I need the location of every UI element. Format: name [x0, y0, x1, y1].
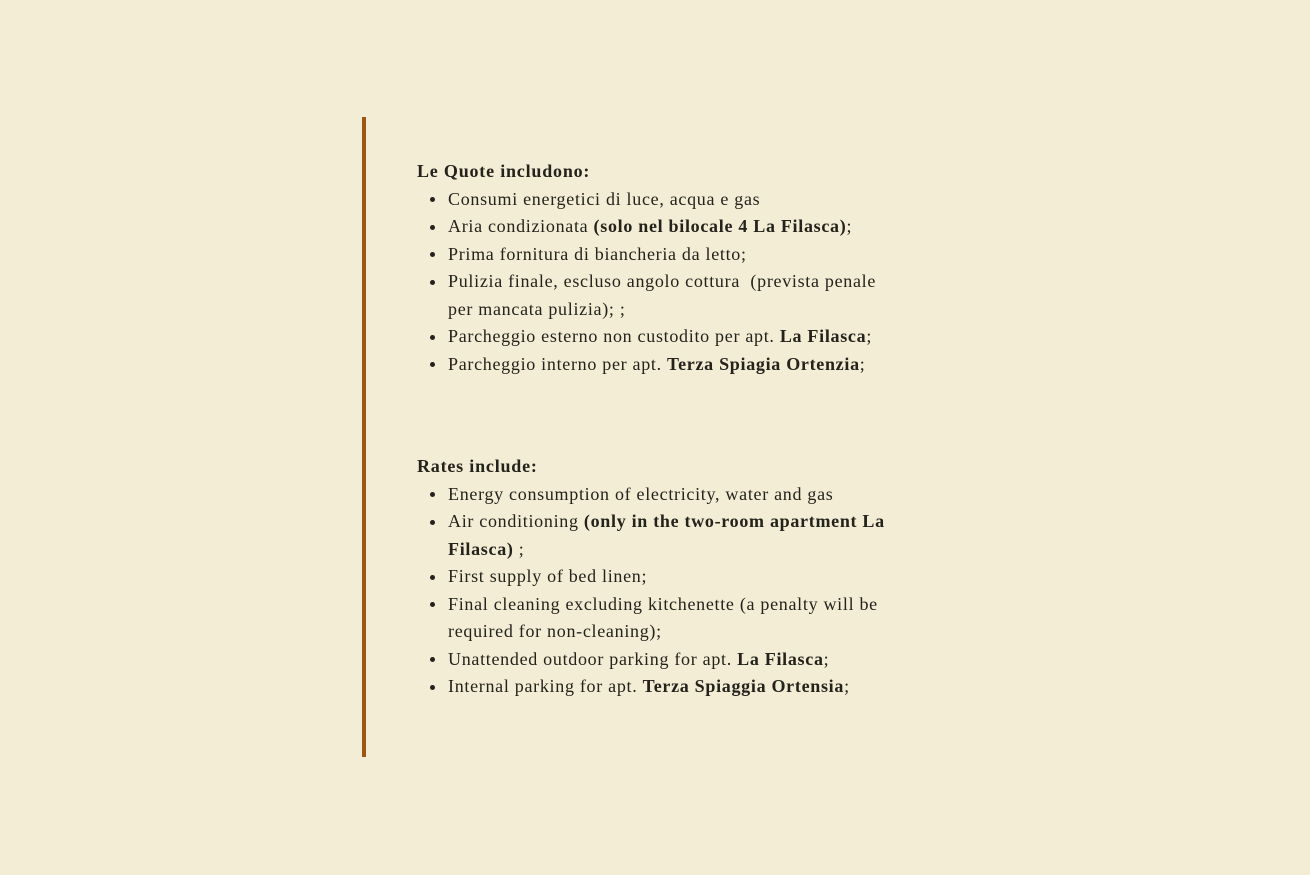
list-item: [417, 673, 977, 701]
section-heading-italian: Le Quote includono:: [417, 161, 591, 181]
list-item: [417, 241, 977, 269]
list-item-line: Prima fornitura di biancheria da letto;: [448, 243, 747, 264]
list-item-line: Parcheggio interno per apt. Terza Spiagia Ortenzia;: [448, 353, 866, 374]
list-item: [417, 351, 977, 379]
list-item-line: Pulizia finale, escluso angolo cottura (prevista penale: [448, 271, 877, 291]
list-item-line: Air conditioning (only in the two-room apartment La: [448, 511, 885, 531]
list-item-line: Filasca) ;: [448, 538, 525, 559]
section-italian-rates: [417, 158, 977, 378]
list-item-line: per mancata pulizia); ;: [448, 298, 626, 319]
included-list-english: [417, 481, 977, 701]
list-item-line: Unattended outdoor parking for apt. La Filasca;: [448, 648, 830, 669]
included-list-italian: [417, 186, 977, 379]
list-item: [417, 186, 977, 214]
list-item-line: Parcheggio esterno non custodito per apt. La Filasca;: [448, 326, 873, 346]
list-item-line: Final cleaning excluding kitchenette (a penalty will be: [448, 593, 878, 614]
list-item: [417, 508, 977, 563]
list-item: [417, 481, 977, 509]
list-item-line: Aria condizionata (solo nel bilocale 4 La Filasca);: [448, 216, 853, 236]
list-item-line: Internal parking for apt. Terza Spiaggia Ortensia;: [448, 676, 850, 696]
content-column: [417, 158, 977, 701]
list-item-line: required for non-cleaning);: [448, 621, 662, 641]
list-item: [417, 213, 977, 241]
accent-bar: [362, 117, 366, 757]
section-english-rates: [417, 453, 977, 701]
list-item: [417, 323, 977, 351]
list-item: [417, 268, 977, 323]
list-item-line: First supply of bed linen;: [448, 566, 648, 586]
section-heading-english: Rates include:: [417, 456, 538, 476]
list-item: [417, 646, 977, 674]
list-item: [417, 563, 977, 591]
list-item: [417, 591, 977, 646]
list-item-line: Energy consumption of electricity, water and gas: [448, 483, 834, 504]
list-item-line: Consumi energetici di luce, acqua e gas: [448, 188, 761, 209]
